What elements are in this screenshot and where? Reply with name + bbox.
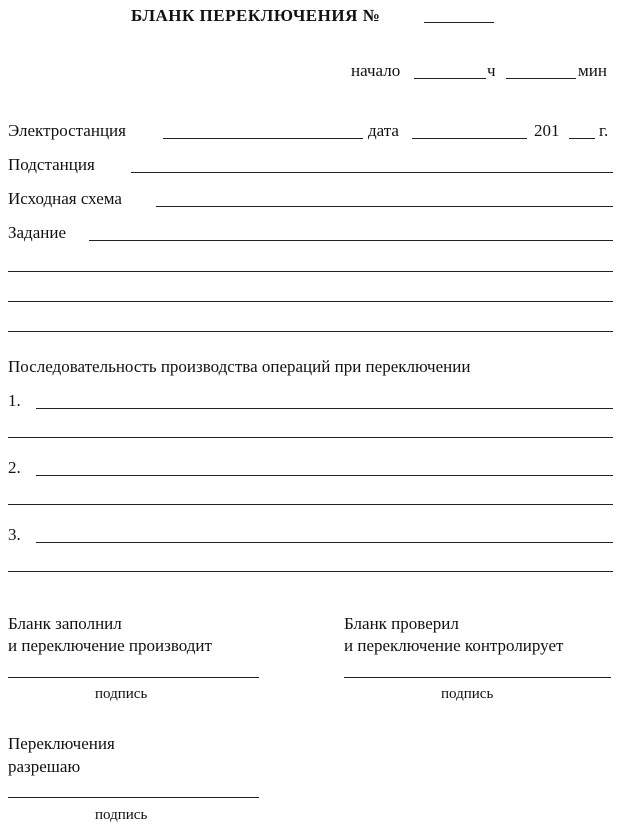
permit-signature-field[interactable] (8, 797, 259, 798)
substation-label: Подстанция (8, 155, 95, 174)
year-field[interactable] (569, 138, 595, 139)
permit-label-1: Переключения (8, 734, 115, 753)
date-field[interactable] (412, 138, 527, 139)
plant-field[interactable] (163, 138, 363, 139)
hours-label: ч (487, 61, 496, 80)
task-field-line-2[interactable] (8, 271, 613, 272)
permit-signature-caption: подпись (95, 807, 148, 823)
year-prefix: 201 (534, 121, 560, 140)
start-label: начало (351, 61, 401, 80)
form-number-field[interactable] (424, 22, 494, 23)
plant-label: Электростанция (8, 121, 126, 140)
task-field-line-4[interactable] (8, 331, 613, 332)
operation-2-field-line-2[interactable] (8, 504, 613, 505)
form-title: БЛАНК ПЕРЕКЛЮЧЕНИЯ № (131, 6, 381, 25)
operation-number-1: 1. (8, 391, 21, 410)
operation-3-field-line-2[interactable] (8, 571, 613, 572)
filled-by-label-1: Бланк заполнил (8, 614, 122, 633)
task-field[interactable] (89, 240, 613, 241)
operation-number-2: 2. (8, 458, 21, 477)
filled-by-signature-caption: подпись (95, 686, 148, 702)
task-label: Задание (8, 223, 66, 242)
operations-heading: Последовательность производства операций при переключении (8, 357, 471, 376)
filled-by-label-2: и переключение производит (8, 636, 212, 655)
year-suffix: г. (599, 121, 609, 140)
operation-3-field[interactable] (36, 542, 613, 543)
operation-number-3: 3. (8, 525, 21, 544)
checked-by-label-2: и переключение контролирует (344, 636, 564, 655)
checked-by-label-1: Бланк проверил (344, 614, 459, 633)
scheme-label: Исходная схема (8, 189, 122, 208)
checked-by-signature-caption: подпись (441, 686, 494, 702)
operation-2-field[interactable] (36, 475, 613, 476)
start-hours-field[interactable] (414, 78, 486, 79)
substation-field[interactable] (131, 172, 613, 173)
permit-label-2: разрешаю (8, 757, 81, 776)
operation-1-field-line-2[interactable] (8, 437, 613, 438)
filled-by-signature-field[interactable] (8, 677, 259, 678)
checked-by-signature-field[interactable] (344, 677, 611, 678)
start-minutes-field[interactable] (506, 78, 576, 79)
task-field-line-3[interactable] (8, 301, 613, 302)
scheme-field[interactable] (156, 206, 613, 207)
operation-1-field[interactable] (36, 408, 613, 409)
date-label: дата (368, 121, 399, 140)
minutes-label: мин (578, 61, 607, 80)
